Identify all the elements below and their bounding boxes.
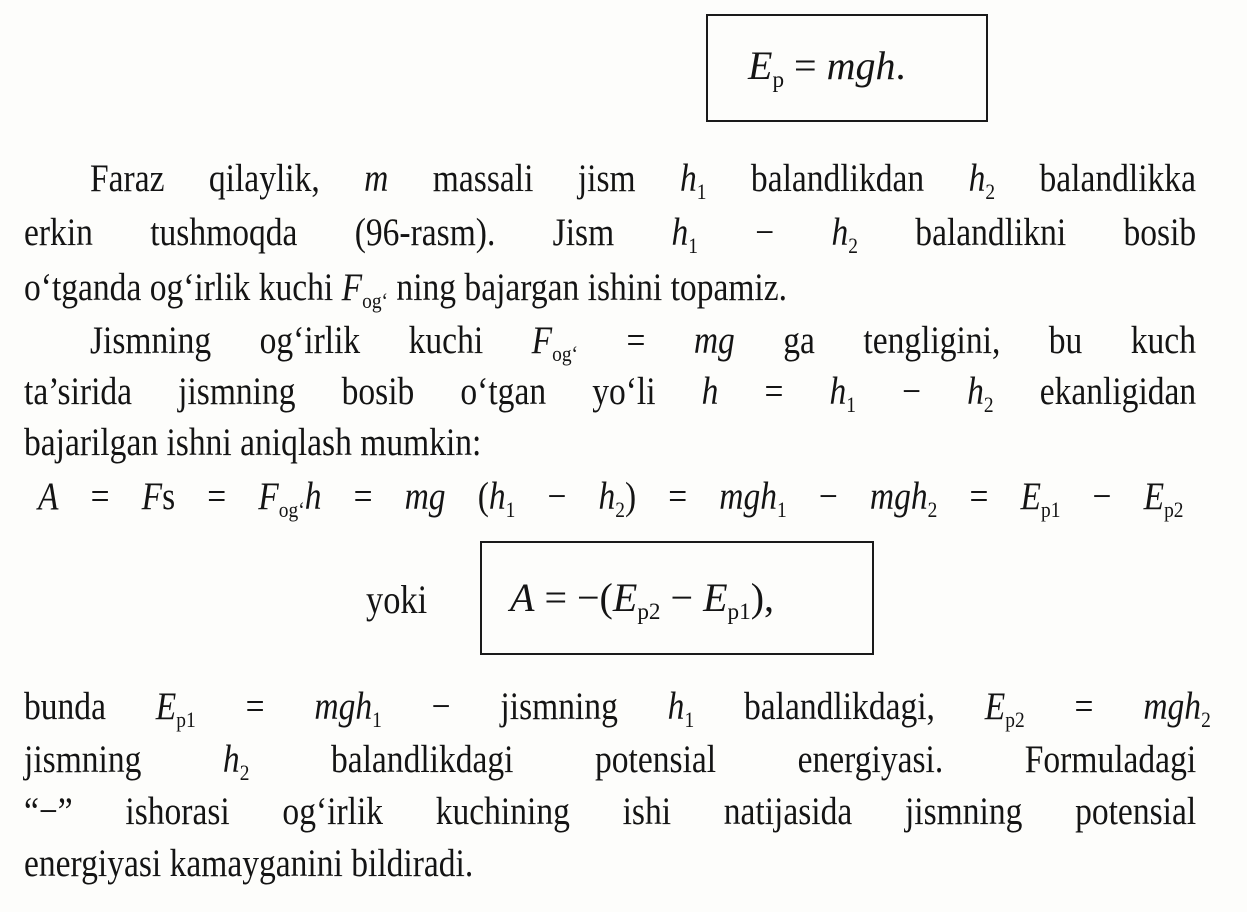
formula-work-potential: $A = -(E_{p2} - E_{p1})$, <box>510 575 775 626</box>
paragraph-1-line-3: o‘tganda og‘irlik kuchi $F_{og‘}$ ning bajargan ishini topamiz. <box>24 266 788 313</box>
work-equation-chain: $A = Fs = F_{og‘}h$ = mg $(h_1 - h_2) = mgh_1 - mgh_2 = E_{p1} - E_{p2}$ <box>38 475 1184 522</box>
paragraph-2-line-1: Jismning og‘irlik kuchi $F_{og‘}$ = mg ga tengligini, bu kuch <box>90 319 1196 366</box>
paragraph-2-line-3: bajarilgan ishni aniqlash mumkin: <box>24 421 482 464</box>
yoki-label: yoki <box>366 577 428 622</box>
paragraph-2-line-2: ta’sirida jismning bosib o‘tgan yo‘li $h = h_1 - h_2$ ekanligidan <box>24 370 1197 417</box>
paragraph-3-line-2: jismning $h_2$ balandlikdagi potensial energiyasi. Formuladagi <box>24 738 1197 785</box>
formula-potential-energy: $E_p$ = mgh. <box>748 43 906 94</box>
paragraph-1-line-2: erkin tushmoqda (96-rasm). Jism $h_1 - h_2$ balandlikni bosib <box>24 211 1197 258</box>
paragraph-3-line-3: “−” ishorasi og‘irlik kuchining ishi natijasida jismning potensial <box>24 790 1197 833</box>
paragraph-3-line-4: energiyasi kamayganini bildiradi. <box>24 842 474 885</box>
paragraph-3-line-1: bunda $E_{p1} = mgh_1$ − jismning $h_1$ balandlikdagi, $E_{p2} = mgh_2$ <box>24 685 1211 732</box>
paragraph-1-line-1: Faraz qilaylik, m massali jism $h_1$ balandlikdan $h_2$ balandlikka <box>90 157 1196 204</box>
